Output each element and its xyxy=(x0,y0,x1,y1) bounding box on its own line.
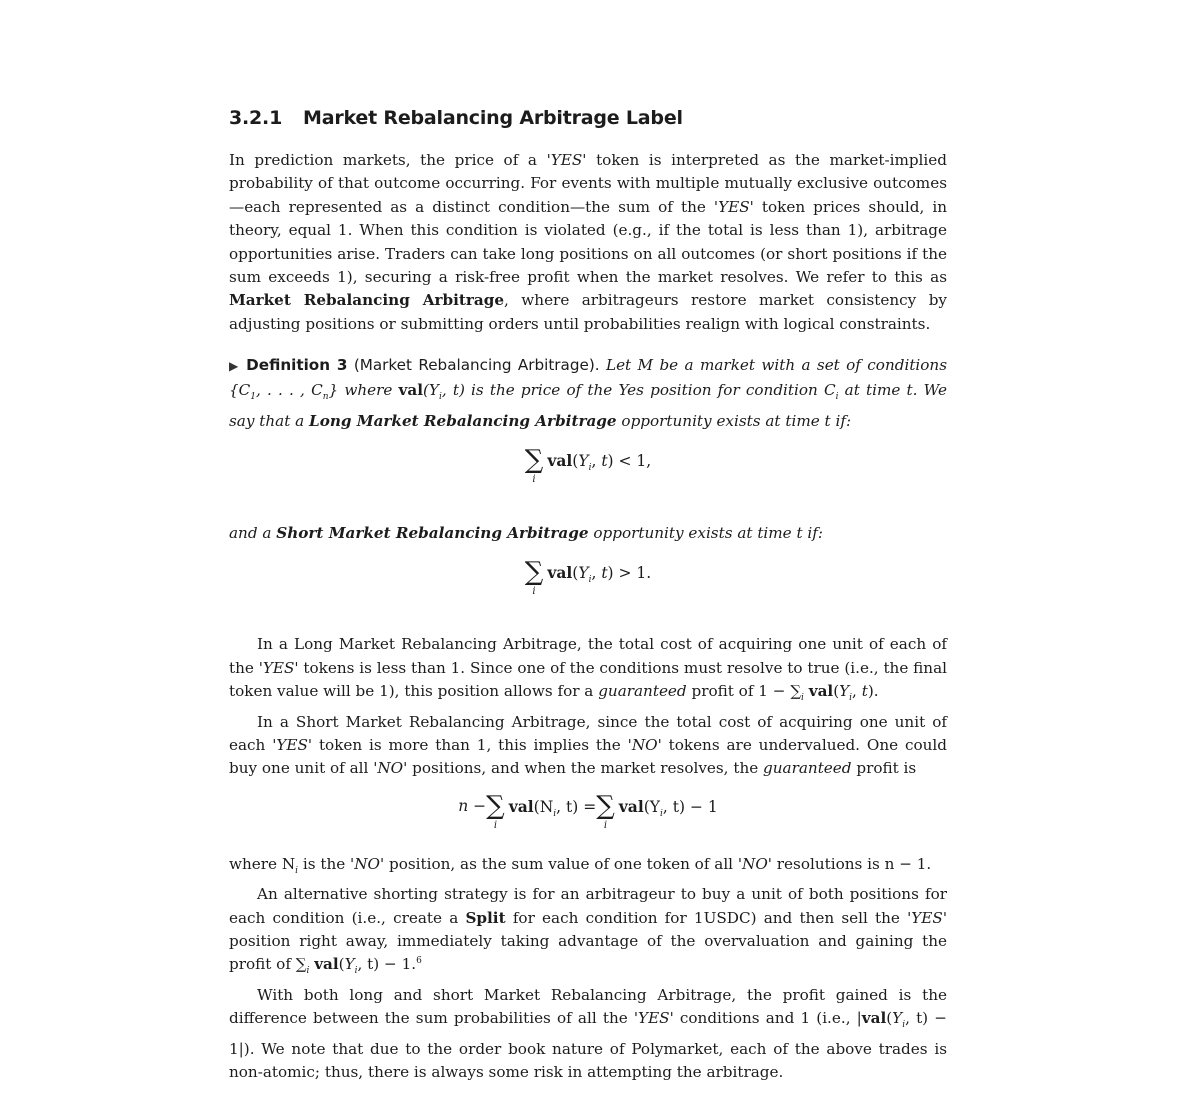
intro-paragraph: In prediction markets, the price of a 'YES' token is interpreted as the market-implied probability of that outcome occurring. For events with multiple mutually exclusive outcomes—each represented as a distinct condition—the sum of the 'YES' token prices should, in theory, equal 1. When this condition is violated (e.g., if the total is less than 1), arbitrage opportunities arise. Traders can take long positions on all outcomes (or short positions if the sum exceeds 1), securing a risk-free profit when the market resolves. We refer to this as Market Rebalancing Arbitrage, where arbitrageurs restore market consistency by adjusting positions or submitting orders until probabilities realign with logical constraints. xyxy=(229,151,947,333)
sum-symbol: ∑ i xyxy=(486,790,505,831)
sum-symbol: ∑ i xyxy=(524,445,544,486)
profit-difference-paragraph: With both long and short Market Rebalancing Arbitrage, the profit gained is the difference between the sum probabilities of all the 'YES' conditions and 1 (i.e., $|val(Y_i$, t) − 1|). We note that due to the order book nature of Polymarket, each of the above trades is non-atomic; thus, there is always some risk in attempting the arbitrage. xyxy=(229,985,947,1082)
short-arbitrage-paragraph: In a Short Market Rebalancing Arbitrage, since the total cost of acquiring one unit of each 'YES' token is more than 1, this implies the 'NO' tokens are undervalued. One could buy one unit of all 'NO' positions, and when the market resolves, the guaranteed profit is xyxy=(229,712,947,778)
sum-symbol: ∑ i xyxy=(524,557,544,598)
long-arbitrage-paragraph: In a Long Market Rebalancing Arbitrage, the total cost of acquiring one unit of each of the 'YES' tokens is less than 1. Since one of the conditions must resolve to true (i.e., the final token value will be 1), this position allows for a guaranteed profit of $1 - \sum_i$ $val(Y_i$, t). xyxy=(229,635,947,704)
definition-block: ▶ Definition 3 (Market Rebalancing Arbitrage). Let M be a market with a set of conditions {$C_1$, . . . , $C_n$} where $val(Y_i$, t) is the price of the Yes position for condition $C_i$ at time t. We say that a Long Market Rebalancing Arbitrage opportunity exists at time t if: xyxy=(229,356,948,431)
term-long-mra: Long Market Rebalancing Arbitrage xyxy=(309,412,617,431)
equation-short-profit: n − ∑ i $val(N_i$, t) = ∑ i $val(Y_i$, t) − 1 xyxy=(458,790,718,831)
section-number: 3.2.1 xyxy=(229,107,283,129)
term-market-rebalancing: Market Rebalancing Arbitrage xyxy=(229,291,505,310)
term-split: Split xyxy=(465,908,506,927)
equation-long: ∑ i $val(Y_i$, t) < 1, xyxy=(524,445,652,486)
sum-symbol: ∑ i xyxy=(596,790,615,831)
section-heading xyxy=(229,104,947,132)
section-title: Market Rebalancing Arbitrage Label xyxy=(303,107,683,129)
text-column xyxy=(229,104,947,1085)
definition-label: ▶ Definition 3 (Market Rebalancing Arbitrage). xyxy=(229,356,600,375)
equation-short: ∑ i $val(Y_i$, t) > 1. xyxy=(524,557,652,598)
footnote-marker: 6 xyxy=(416,956,422,967)
alternative-strategy-paragraph: An alternative shorting strategy is for an arbitrageur to buy a unit of both positions for each condition (i.e., create a Split for each condition for 1USDC) and then sell the 'YES' position right away, immediately taking advantage of the overvaluation and gaining the profit of $\sum_i$ $val(Y_i$, t) − 1.$^6$ xyxy=(229,885,947,977)
term-short-mra: Short Market Rebalancing Arbitrage xyxy=(276,524,589,543)
definition-short-line: and a Short Market Rebalancing Arbitrage opportunity exists at time t if: xyxy=(229,524,824,543)
triangle-icon: ▶ xyxy=(229,359,240,374)
where-paragraph: where $N_i$ is the 'NO' position, as the sum value of one token of all 'NO' resolutions is n − 1. xyxy=(229,854,932,876)
